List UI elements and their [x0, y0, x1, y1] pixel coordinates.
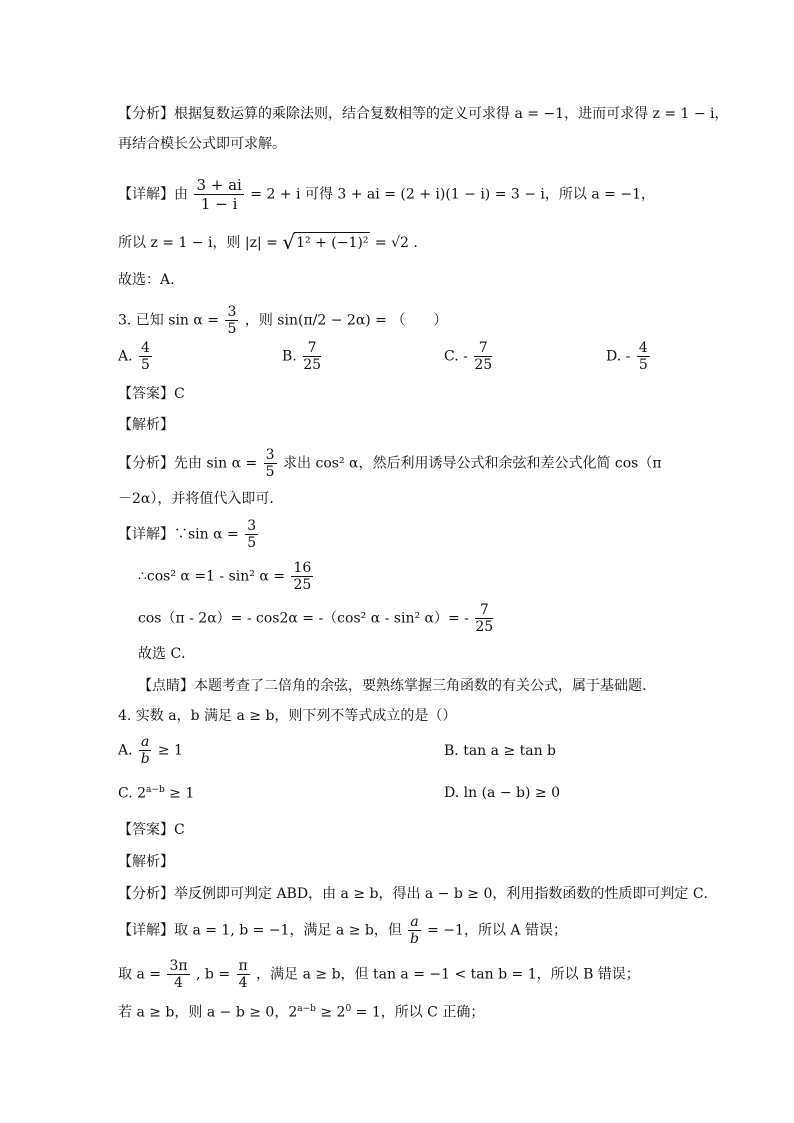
q3-step-1-a: ∴cos² α =1 - sin² α =	[138, 568, 285, 585]
fraction-denominator: 1 − i	[200, 195, 238, 213]
option-num: 4	[638, 340, 648, 356]
q4-detail-1-a: 【详解】取 a = 1, b = −1，满足 a ≥ b，但	[118, 922, 402, 939]
q3-stem	[118, 304, 447, 337]
detail-tag: 【详解】由	[118, 186, 188, 203]
q4-detail-2-mid: , b =	[196, 966, 231, 983]
q4-fenxi: 【分析】举反例即可判定 ABD，由 a ≥ b，得出 a − b ≥ 0，利用指数函数的性质即可判定 C．	[118, 886, 718, 902]
q4-detail-2-den2: 4	[238, 975, 248, 991]
q4-detail-1-num: a	[410, 914, 419, 930]
q4-option-c	[118, 785, 194, 802]
q3-stem-a: 3. 已知 sin α =	[118, 312, 220, 329]
q3-stem-den: 5	[227, 321, 237, 337]
q3-fenxi	[118, 447, 662, 480]
option-label: A.	[118, 742, 133, 759]
q4-detail-2-den1: 4	[174, 975, 183, 991]
modulus-pre: 所以 z = 1 − i，则 |z| =	[118, 235, 278, 251]
option-num: 7	[303, 340, 321, 357]
q4-detail-1-fraction	[408, 914, 420, 947]
sqrt-radicand: 1² + (−1)²	[294, 232, 370, 253]
q3-step-2-den: 25	[475, 619, 494, 635]
modulus-line	[118, 232, 418, 253]
q3-pick: 故选 C．	[138, 646, 196, 662]
option-label: D.	[606, 348, 622, 365]
q3-xiangjie-num: 3	[247, 518, 257, 534]
q3-fenxi-den: 5	[265, 464, 275, 480]
q4-detail-2-a: 取 a =	[118, 966, 161, 983]
q4-detail-3	[118, 999, 484, 1023]
option-text: 2	[137, 785, 147, 802]
q3-step-2-a: cos（π - 2α）= - cos2α = -（cos² α - sin² α）= -	[138, 610, 469, 627]
q3-step-1-num: 16	[293, 560, 312, 576]
option-label: C.	[118, 785, 133, 802]
detail-line-1	[118, 176, 655, 213]
q3-xiangjie	[118, 518, 260, 551]
q4-answer: 【答案】C	[118, 822, 185, 838]
q3-xiangjie-a: 【详解】∵sin α =	[118, 526, 239, 543]
option-fraction	[303, 340, 321, 373]
q4-detail-2-num2: π	[238, 958, 248, 974]
q4-detail-2-b: ，满足 a ≥ b，但 tan a = −1 < tan b = 1，所以 B 错误；	[256, 966, 640, 983]
q4-detail-3-a: 若 a ≥ b，则 a − b ≥ 0，2	[118, 1004, 298, 1021]
analysis-line-1: 【分析】根据复数运算的乘除法则，结合复数相等的定义可求得 a = −1，进而可求得 z = 1 − i，	[118, 106, 729, 122]
detail-line-1-rest: = 2 + i 可得 3 + ai = (2 + i)(1 − i) = 3 − i，所以 a = −1，	[250, 186, 655, 203]
modulus-post: = √2 .	[374, 235, 418, 251]
option-den: 25	[303, 357, 322, 373]
q3-step-1-fraction	[291, 560, 313, 593]
option-num: 4	[141, 340, 150, 356]
q3-stem-num: 3	[227, 304, 237, 320]
option-tail: ≥ 1	[157, 742, 183, 759]
q4-detail-1-b: = −1，所以 A 错误；	[427, 922, 567, 939]
q3-review: 【点睛】本题考查了二倍角的余弦，要熟练掌握三角函数的有关公式，属于基础题．	[138, 678, 656, 694]
option-num: a	[141, 734, 150, 750]
fraction-numerator: 3 + ai	[196, 176, 242, 194]
option-label: A.	[118, 348, 133, 365]
q3-xiangjie-fraction	[245, 518, 258, 551]
q4-option-a	[118, 734, 183, 767]
option-fraction	[474, 340, 492, 373]
q3-answer: 【答案】C	[118, 386, 185, 402]
q3-option-c	[444, 340, 494, 373]
q3-option-a	[118, 340, 154, 373]
q4-detail-3-sup2: 0	[345, 1004, 352, 1014]
option-label: C.	[444, 348, 459, 365]
q3-fenxi-a: 【分析】先由 sin α =	[118, 455, 258, 472]
option-num: 7	[474, 340, 492, 357]
q4-detail-3-sup1: a−b	[297, 1004, 316, 1014]
option-text: ln (a − b) ≥ 0	[463, 785, 560, 801]
q4-detail-1	[118, 914, 567, 947]
option-sign: -	[625, 348, 631, 365]
option-fraction	[139, 734, 151, 767]
q4-detail-3-b: ≥ 2	[315, 1004, 346, 1021]
option-den: 5	[141, 357, 150, 373]
option-tail: ≥ 1	[164, 785, 195, 802]
q3-stem-b: ，则 sin(π/2 − 2α) = （ ）	[244, 312, 448, 329]
q4-detail-2	[118, 958, 640, 991]
q3-step-2-fraction	[475, 602, 493, 635]
q3-fenxi-b: 求出 cos² α，然后利用诱导公式和余弦和差公式化简 cos（π	[283, 455, 662, 472]
option-sign: -	[463, 348, 468, 365]
q3-xiangjie-den: 5	[247, 535, 257, 551]
option-label: B.	[282, 348, 297, 365]
sqrt-icon: √	[282, 230, 296, 254]
q4-stem: 4. 实数 a，b 满足 a ≥ b，则下列不等式成立的是（）	[118, 708, 457, 724]
q4-detail-2-fraction-1	[167, 958, 189, 991]
q4-option-b	[444, 743, 556, 759]
q4-detail-2-num1: 3π	[169, 958, 188, 974]
option-fraction	[139, 340, 152, 373]
q3-fenxi-fraction	[264, 447, 277, 480]
q3-option-d	[606, 340, 652, 373]
q3-fenxi-num: 3	[265, 447, 275, 463]
q3-analysis-tag: 【解析】	[118, 417, 174, 433]
analysis-line-2: 再结合模长公式即可求解。	[118, 136, 286, 152]
option-den: 25	[474, 357, 493, 373]
option-sup: a−b	[146, 785, 165, 795]
option-label: B.	[444, 743, 459, 759]
option-text: tan a ≥ tan b	[463, 743, 557, 759]
q4-detail-2-fraction-2	[237, 958, 250, 991]
q4-analysis-tag: 【解析】	[118, 854, 174, 870]
q3-step-2	[138, 602, 495, 635]
q4-detail-1-den: b	[410, 931, 419, 947]
q3-option-b	[282, 340, 323, 373]
q3-step-1-den: 25	[293, 577, 312, 593]
q4-detail-3-c: = 1，所以 C 正确；	[351, 1004, 485, 1021]
q3-step-2-num: 7	[475, 602, 493, 619]
fraction	[194, 176, 243, 213]
q3-fenxi-cont: －2α），并将值代入即可．	[118, 491, 284, 507]
option-fraction	[637, 340, 650, 373]
option-den: b	[140, 751, 150, 767]
choice-line: 故选：A.	[118, 272, 175, 288]
q3-step-1	[138, 560, 315, 593]
option-den: 5	[638, 357, 648, 373]
q3-stem-fraction	[225, 304, 238, 337]
q4-option-d	[444, 785, 560, 801]
option-label: D.	[444, 785, 460, 801]
